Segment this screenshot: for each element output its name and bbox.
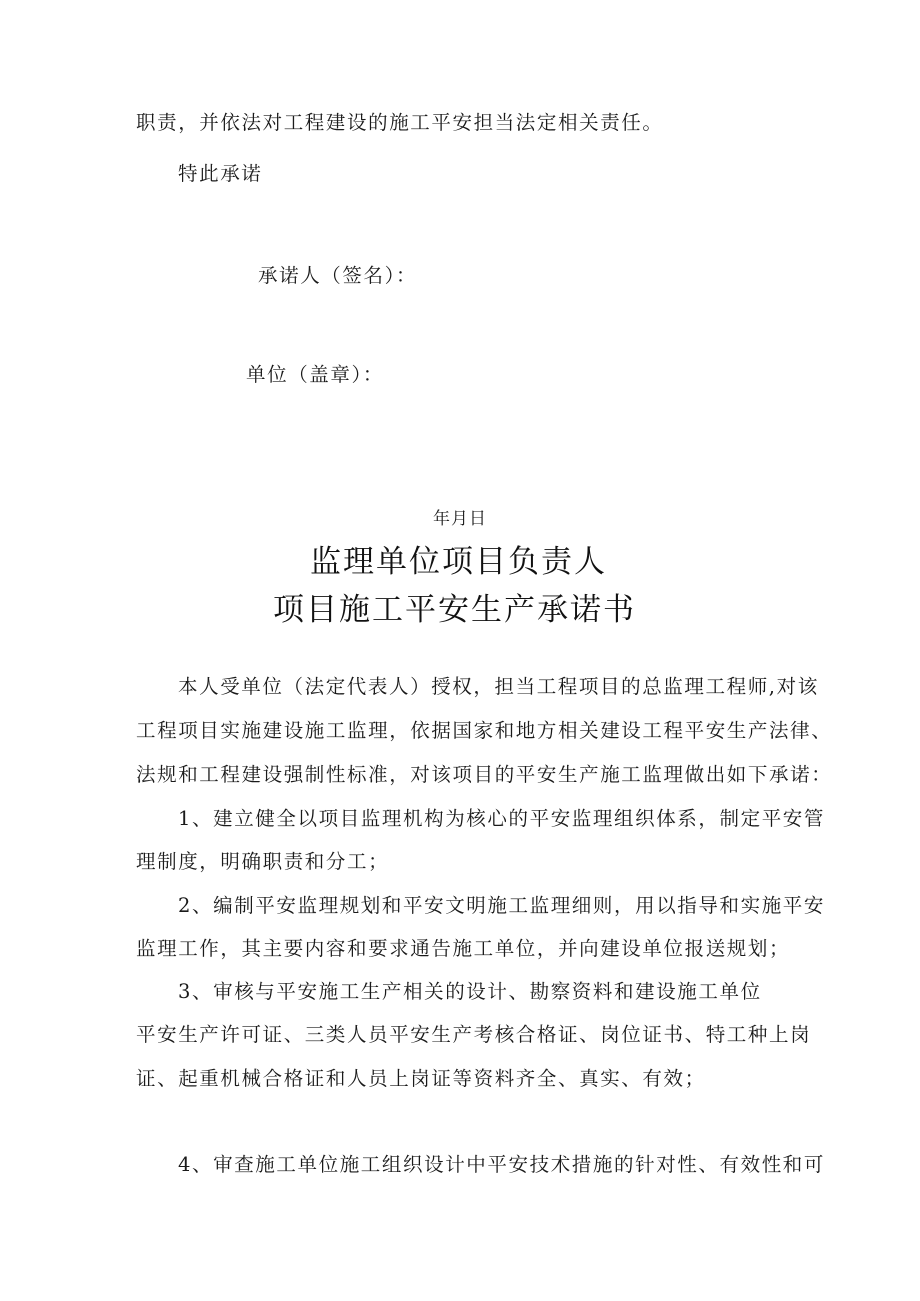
pledge-item-4-line: 4、审查施工单位施工组织设计中平安技术措施的针对性、有效性和可 — [178, 1153, 826, 1176]
carryover-paragraph-line: 职责，并依法对工程建设的施工平安担当法定相关责任。 — [136, 111, 664, 134]
date-label: 年月日 — [433, 509, 487, 529]
pledge-item-3-line: 3、审核与平安施工生产相关的设计、勘察资料和建设施工单位 — [178, 980, 762, 1003]
document-title-line-2: 项目施工平安生产承诺书 — [273, 592, 636, 628]
pledge-item-3-line: 平安生产许可证、三类人员平安生产考核合格证、岗位证书、特工种上岗 — [136, 1023, 812, 1046]
pledge-item-3-line: 证、起重机械合格证和人员上岗证等资料齐全、真实、有效； — [136, 1067, 706, 1090]
pledge-item-2-line: 2、编制平安监理规划和平安文明施工监理细则，用以指导和实施平安 — [178, 894, 826, 917]
pledger-signature-label: 承诺人（签名）： — [258, 264, 418, 287]
closing-statement: 特此承诺 — [178, 162, 263, 185]
intro-line: 工程项目实施建设施工监理，依据国家和地方相关建设工程平安生产法律、 — [136, 719, 833, 742]
pledge-item-1-line: 理制度，明确职责和分工； — [136, 850, 390, 873]
pledge-item-2-line: 监理工作，其主要内容和要求通告施工单位，并向建设单位报送规划； — [136, 937, 791, 960]
unit-seal-label: 单位（盖章）： — [246, 363, 384, 386]
document-title-line-1: 监理单位项目负责人 — [310, 544, 607, 580]
pledge-item-1-line: 1、建立健全以项目监理机构为核心的平安监理组织体系，制定平安管 — [178, 807, 826, 830]
intro-line: 法规和工程建设强制性标准，对该项目的平安生产施工监理做出如下承诺： — [136, 763, 833, 786]
intro-line: 本人受单位（法定代表人）授权，担当工程项目的总监理工程师,对该 — [178, 675, 819, 698]
